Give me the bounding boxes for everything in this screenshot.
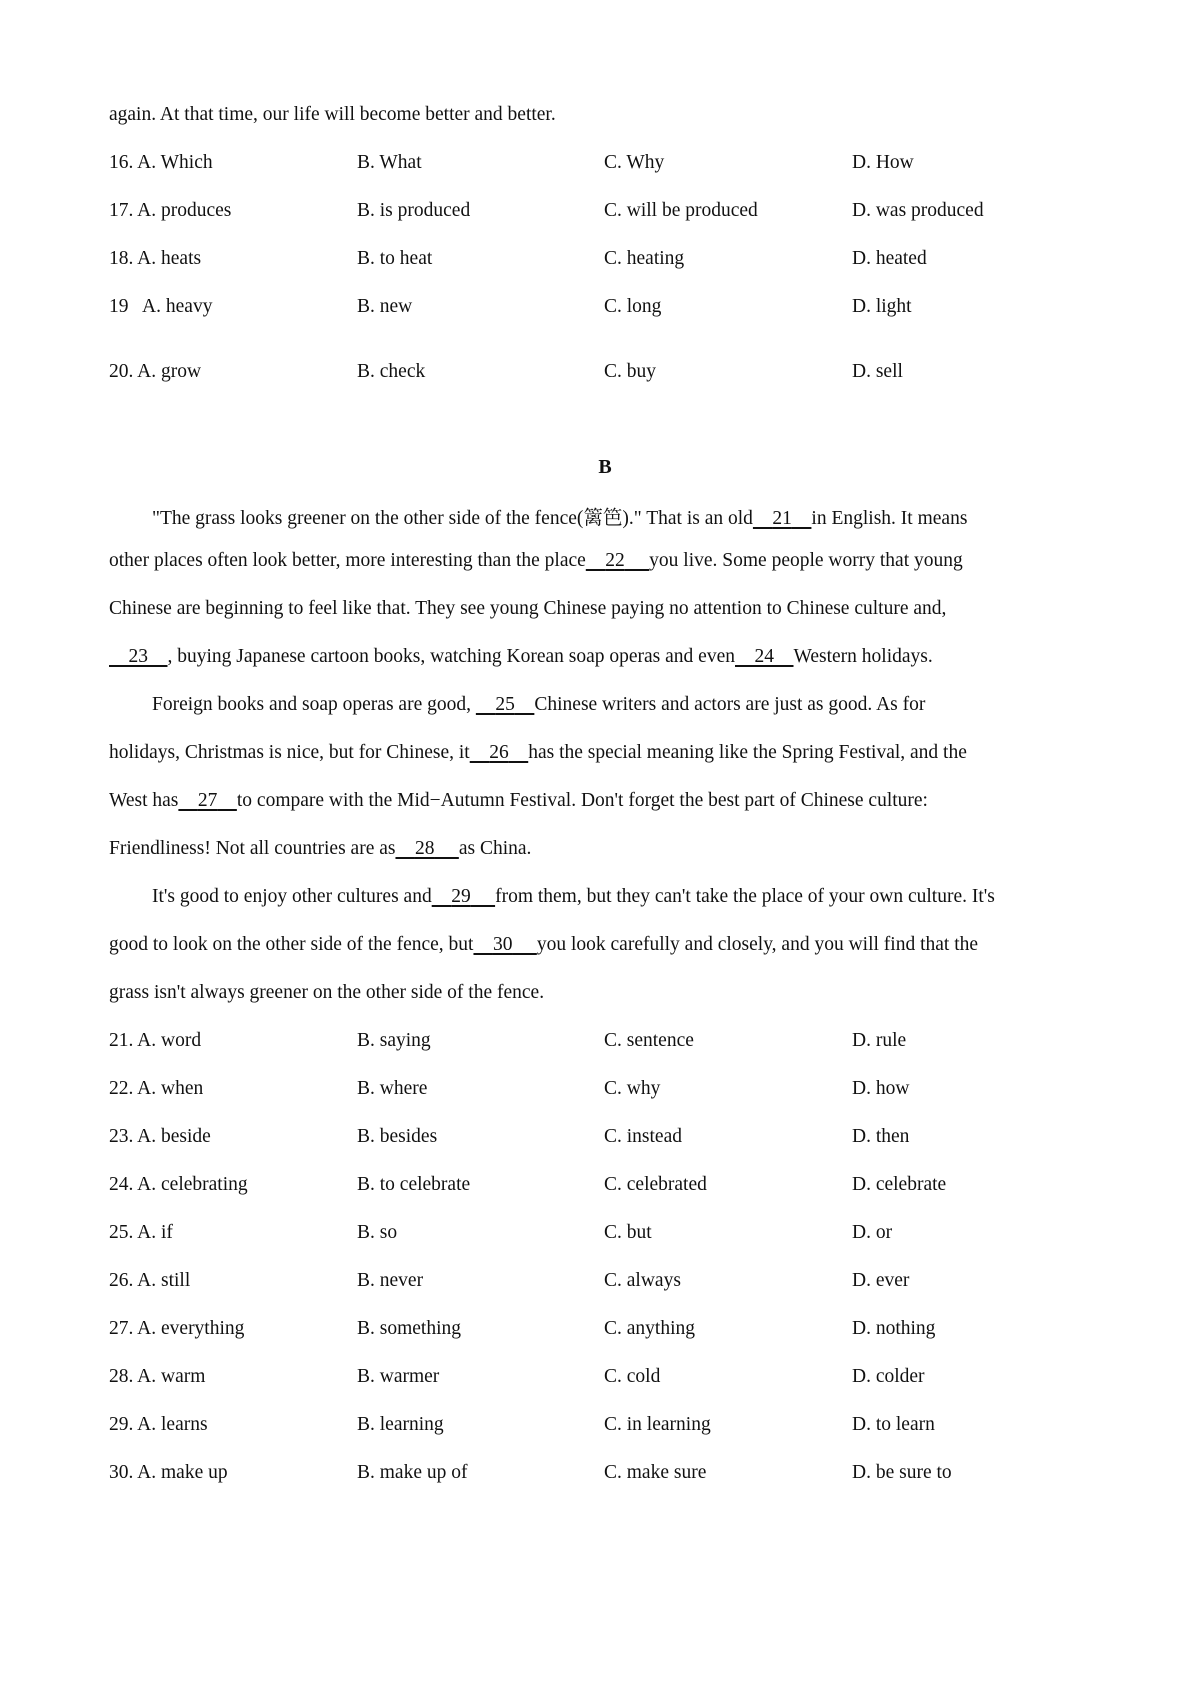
blank-23 [109, 646, 168, 668]
option-a: 22. A. when [109, 1078, 204, 1099]
question-16-options [109, 152, 1109, 182]
section-heading: B [598, 456, 612, 478]
option-c: C. instead [604, 1126, 682, 1147]
passage-tail-line: again. At that time, our life will become better and better. [109, 104, 556, 125]
option-b: B. warmer [357, 1366, 440, 1387]
option-a: 30. A. make up [109, 1462, 228, 1483]
passage-text: good to look on the other side of the fence, but [109, 934, 474, 955]
passage-line: Chinese are beginning to feel like that. They see young Chinese paying no attention to Chinese culture and, [109, 598, 947, 619]
question-24-options [109, 1174, 1109, 1204]
option-d: D. or [852, 1222, 893, 1243]
option-a: 27. A. everything [109, 1318, 245, 1339]
option-c: C. buy [604, 361, 657, 382]
passage-text: other places often look better, more interesting than the place [109, 550, 586, 571]
option-c: C. why [604, 1078, 661, 1099]
blank-number: 26 [489, 742, 509, 763]
blank-21 [753, 508, 812, 530]
option-c: C. cold [604, 1366, 661, 1387]
passage-text: from them, but they can't take the place of your own culture. It's [495, 886, 995, 907]
passage-text: as China. [458, 838, 532, 859]
passage-text: to compare with the Mid−Autumn Festival. Don't forget the best part of Chinese culture: [236, 790, 928, 811]
option-d: D. How [852, 152, 914, 173]
passage-line [152, 886, 995, 908]
passage-text: you look carefully and closely, and you will find that the [536, 934, 979, 955]
passage-text: , buying Japanese cartoon books, watching Korean soap operas and even [167, 646, 735, 667]
option-d: D. how [852, 1078, 910, 1099]
option-d: D. heated [852, 248, 927, 269]
passage-text: Foreign books and soap operas are good, [152, 694, 476, 715]
passage-text: Chinese writers and actors are just as good. As for [534, 694, 926, 715]
option-b: B. is produced [357, 200, 471, 221]
option-d: D. ever [852, 1270, 910, 1291]
option-a: 20. A. grow [109, 361, 202, 382]
option-a: 17. A. produces [109, 200, 232, 221]
blank-28 [395, 838, 458, 860]
passage-text: West has [109, 790, 179, 811]
option-a: 16. A. Which [109, 152, 213, 173]
passage-line [109, 742, 967, 764]
option-c: C. anything [604, 1318, 695, 1339]
blank-26 [470, 742, 529, 764]
option-d: D. colder [852, 1366, 925, 1387]
option-c: C. sentence [604, 1030, 694, 1051]
option-d: D. rule [852, 1030, 907, 1051]
option-a: 26. A. still [109, 1270, 191, 1291]
question-21-options [109, 1030, 1109, 1060]
passage-line [109, 790, 928, 812]
passage-line [109, 550, 963, 572]
option-b: B. make up of [357, 1462, 468, 1483]
passage-line [109, 838, 531, 860]
option-d: D. to learn [852, 1414, 935, 1435]
option-b: B. new [357, 296, 413, 317]
passage-text: It's good to enjoy other cultures and [152, 886, 432, 907]
question-28-options [109, 1366, 1109, 1396]
passage-text: has the special meaning like the Spring Festival, and the [528, 742, 967, 763]
passage-line [109, 646, 933, 668]
option-b: B. check [357, 361, 426, 382]
question-17-options [109, 200, 1109, 230]
option-a: 28. A. warm [109, 1366, 206, 1387]
question-30-options [109, 1462, 1109, 1492]
blank-number: 27 [197, 790, 218, 811]
option-b: B. where [357, 1078, 428, 1099]
blank-number: 29 [451, 886, 471, 907]
question-23-options [109, 1126, 1109, 1156]
option-c: C. celebrated [604, 1174, 707, 1195]
blank-24 [735, 646, 794, 668]
option-b: B. never [357, 1270, 424, 1291]
blank-number: 22 [605, 550, 625, 571]
option-b: B. What [357, 152, 422, 173]
option-a: 24. A. celebrating [109, 1174, 248, 1195]
blank-25 [476, 694, 535, 716]
option-a: 23. A. beside [109, 1126, 211, 1147]
passage-text: Western holidays. [793, 646, 933, 667]
blank-30 [473, 934, 536, 956]
option-d: D. be sure to [852, 1462, 952, 1483]
option-b: B. so [357, 1222, 398, 1243]
blank-number: 25 [495, 694, 515, 715]
blank-number: 28 [414, 838, 435, 859]
blank-22 [586, 550, 649, 572]
passage-text: Friendliness! Not all countries are as [109, 838, 396, 859]
option-d: D. nothing [852, 1318, 936, 1339]
option-b: B. besides [357, 1126, 438, 1147]
question-20-options [109, 361, 1109, 391]
passage-line [152, 694, 925, 716]
option-c: C. make sure [604, 1462, 707, 1483]
option-c: C. heating [604, 248, 685, 269]
passage-text: you live. Some people worry that young [649, 550, 963, 571]
option-d: D. was produced [852, 200, 984, 221]
option-d: D. light [852, 296, 912, 317]
question-29-options [109, 1414, 1109, 1444]
blank-number: 21 [772, 508, 792, 529]
question-19-options [109, 296, 1109, 326]
question-22-options [109, 1078, 1109, 1108]
blank-number: 24 [754, 646, 774, 667]
passage-line [109, 934, 978, 956]
option-d: D. then [852, 1126, 910, 1147]
option-b: B. to heat [357, 248, 433, 269]
option-a: 25. A. if [109, 1222, 173, 1243]
option-a: 18. A. heats [109, 248, 202, 269]
option-c: C. will be produced [604, 200, 758, 221]
option-c: C. Why [604, 152, 665, 173]
blank-27 [178, 790, 237, 812]
option-b: B. learning [357, 1414, 444, 1435]
blank-29 [432, 886, 495, 908]
passage-line [152, 502, 967, 530]
option-a: 29. A. learns [109, 1414, 208, 1435]
option-c: C. long [604, 296, 662, 317]
option-d: D. sell [852, 361, 903, 382]
option-b: B. saying [357, 1030, 431, 1051]
passage-text: holidays, Christmas is nice, but for Chinese, it [109, 742, 470, 763]
option-b: B. something [357, 1318, 462, 1339]
question-18-options [109, 248, 1109, 278]
blank-number: 30 [492, 934, 513, 955]
passage-text: in English. It means [811, 508, 968, 529]
passage-text: "The grass looks greener on the other side of the fence(篱笆)." That is an old [152, 508, 753, 529]
option-c: C. but [604, 1222, 652, 1243]
option-d: D. celebrate [852, 1174, 947, 1195]
question-25-options [109, 1222, 1109, 1252]
question-27-options [109, 1318, 1109, 1348]
passage-line: grass isn't always greener on the other side of the fence. [109, 982, 545, 1003]
question-26-options [109, 1270, 1109, 1300]
option-b: B. to celebrate [357, 1174, 471, 1195]
option-a: 21. A. word [109, 1030, 202, 1051]
option-c: C. always [604, 1270, 681, 1291]
option-a: 19 A. heavy [109, 296, 213, 317]
option-c: C. in learning [604, 1414, 711, 1435]
blank-number: 23 [128, 646, 148, 667]
